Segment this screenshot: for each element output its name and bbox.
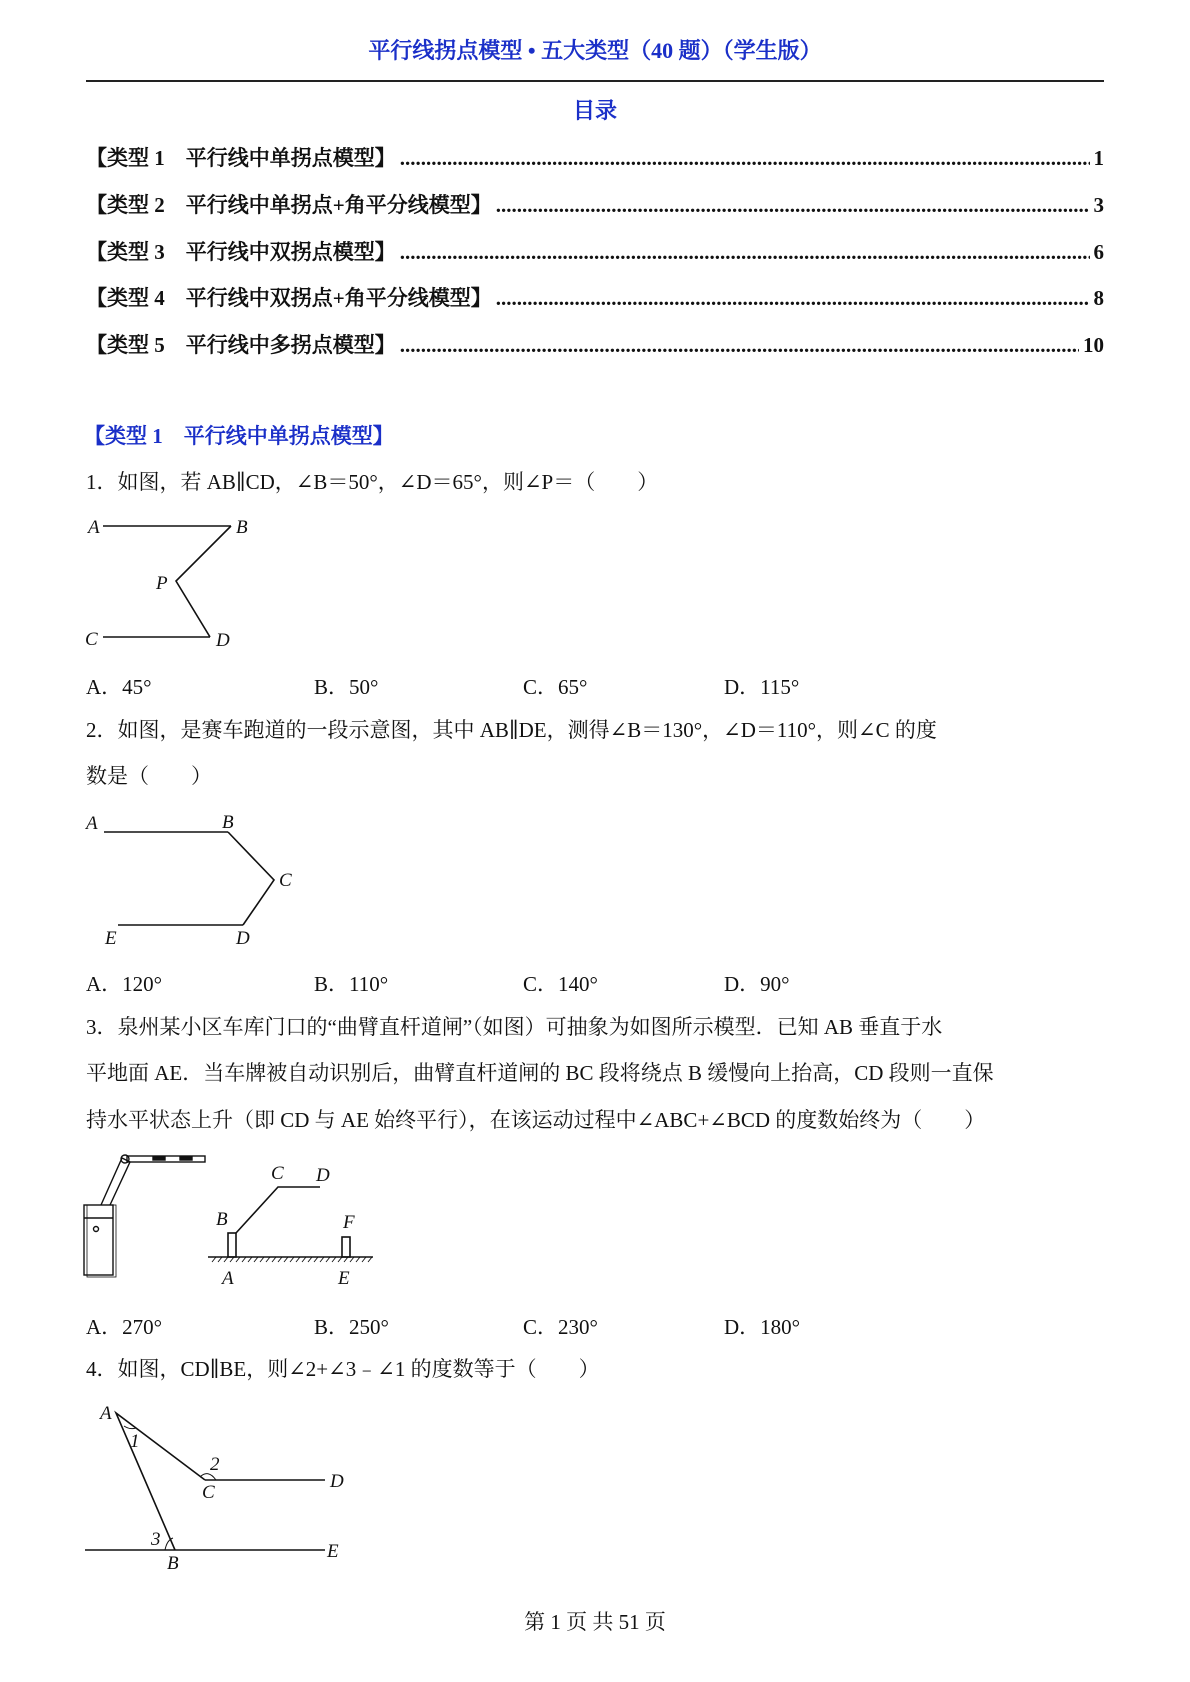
toc-label: 【类型 2 平行线中单拐点+角平分线模型】 <box>86 193 492 217</box>
option-b: B．50° <box>314 675 379 699</box>
option-c: C．140° <box>523 972 598 996</box>
toc-label: 【类型 1 平行线中单拐点模型】 <box>86 146 396 170</box>
point-label: F <box>343 1212 355 1233</box>
point-label: A <box>86 813 98 834</box>
document-title: 平行线拐点模型 • 五大类型（40 题）（学生版） <box>368 38 822 63</box>
angle-label: 1 <box>130 1431 140 1452</box>
option-a: A．120° <box>86 972 163 996</box>
toc-label: 【类型 3 平行线中双拐点模型】 <box>86 240 396 264</box>
point-label: C <box>85 629 98 650</box>
toc-page: 10 <box>1083 333 1104 357</box>
point-label: B <box>236 517 248 538</box>
toc-title: 目录 <box>572 98 617 123</box>
toc-page: 6 <box>1093 240 1104 264</box>
point-label: D <box>316 1165 330 1186</box>
barrier-gate-illustration <box>84 1155 205 1277</box>
toc-page: 8 <box>1093 286 1104 310</box>
question-4-text: 4．如图，CD∥BE，则∠2+∠3﹣∠1 的度数等于（ ） <box>86 1357 600 1381</box>
point-label: E <box>327 1541 339 1562</box>
point-label: C <box>202 1482 215 1503</box>
toc-page: 1 <box>1093 146 1104 170</box>
point-label: D <box>236 928 250 949</box>
question-3-text-line3: 持水平状态上升（即 CD 与 AE 始终平行），在该运动过程中∠ABC+∠BCD 的度数始终为（ ） <box>86 1108 986 1132</box>
question-1-text: 1．如图，若 AB∥CD，∠B＝50°，∠D＝65°，则∠P＝（ ） <box>86 470 659 494</box>
question-2-text-line2: 数是（ ） <box>86 764 212 788</box>
point-label: E <box>105 928 117 949</box>
point-label: B <box>222 812 234 833</box>
option-a: A．270° <box>86 1315 163 1339</box>
toc-label: 【类型 5 平行线中多拐点模型】 <box>86 333 396 357</box>
point-label: B <box>167 1553 179 1574</box>
option-a: A．45° <box>86 675 152 699</box>
section-heading: 【类型 1 平行线中单拐点模型】 <box>84 424 394 448</box>
option-b: B．250° <box>314 1315 389 1339</box>
figure-2 <box>104 832 274 925</box>
option-d: D．90° <box>724 972 790 996</box>
option-b: B．110° <box>314 972 389 996</box>
point-label: P <box>156 573 168 594</box>
point-label: A <box>100 1403 112 1424</box>
point-label: C <box>279 870 292 891</box>
toc-page: 3 <box>1093 193 1104 217</box>
question-2-text-line1: 2．如图，是赛车跑道的一段示意图，其中 AB∥DE，测得∠B＝130°，∠D＝110°，则∠C 的度 <box>86 718 937 742</box>
point-label: A <box>222 1268 234 1289</box>
question-3-text-line2: 平地面 AE．当车牌被自动识别后，曲臂直杆道闸的 BC 段将绕点 B 缓慢向上抬高，CD 段则一直保 <box>86 1061 994 1085</box>
point-label: A <box>88 517 100 538</box>
point-label: D <box>330 1471 344 1492</box>
option-c: C．65° <box>523 675 588 699</box>
option-d: D．115° <box>724 675 800 699</box>
option-d: D．180° <box>724 1315 801 1339</box>
angle-label: 3 <box>151 1529 161 1550</box>
point-label: D <box>216 630 230 651</box>
toc-label: 【类型 4 平行线中双拐点+角平分线模型】 <box>86 286 492 310</box>
angle-label: 2 <box>210 1454 220 1475</box>
option-c: C．230° <box>523 1315 598 1339</box>
question-3-text-line1: 3．泉州某小区车库门口的“曲臂直杆道闸”（如图）可抽象为如图所示模型．已知 AB 垂直于水 <box>86 1015 943 1039</box>
point-label: B <box>216 1209 228 1230</box>
point-label: E <box>338 1268 350 1289</box>
page-footer: 第 1 页 共 51 页 <box>524 1610 666 1634</box>
point-label: C <box>271 1163 284 1184</box>
